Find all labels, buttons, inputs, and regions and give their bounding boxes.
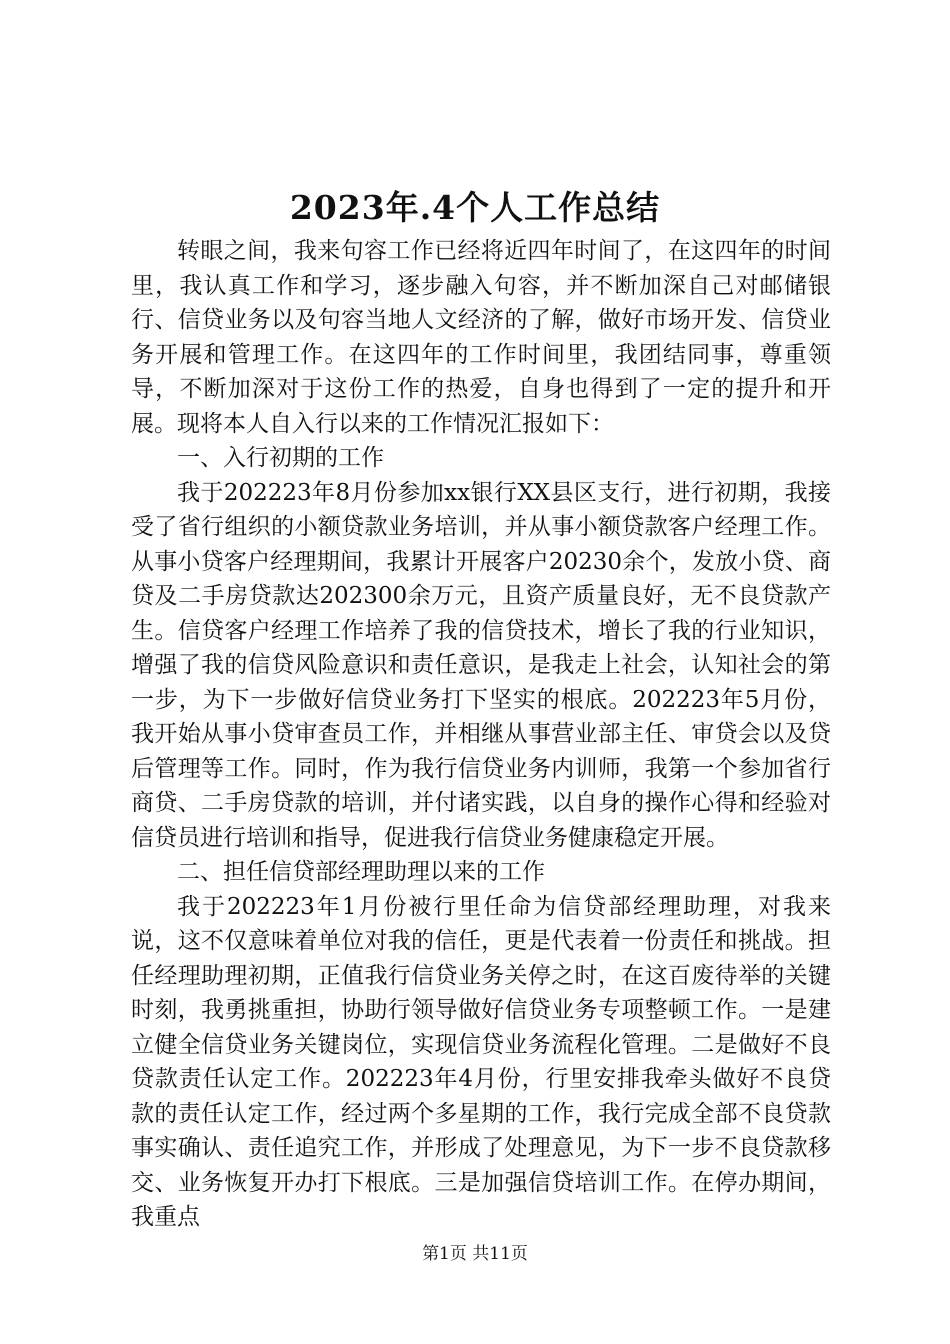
page-footer: 第1页 共11页: [422, 1244, 528, 1264]
paragraph-intro: 转眼之间，我来句容工作已经将近四年时间了，在这四年的时间里，我认真工作和学习，逐步融入句容，并不断加深自己对邮储银行、信贷业务以及句容当地人文经济的了解，做好市场开发、信贷业务开展和管理工作。在这四年的工作时间里，我团结同事，尊重领导，不断加深对于这份工作的热爱，自身也得到了一定的提升和开展。现将本人自入行以来的工作情况汇报如下：: [131, 238, 831, 437]
section-heading-1: 一、入行初期的工作: [177, 445, 384, 471]
document-title: 2023年.4个人工作总结: [289, 188, 661, 227]
paragraph-section-1: 我于202223年8月份参加xx银行XX县区支行，进行初期，我接受了省行组织的小额贷款业务培训，并从事小额贷款客户经理工作。从事小贷客户经理期间，我累计开展客户20230余个，发放小贷、商贷及二手房贷款达202300余万元，且资产质量良好，无不良贷款产生。信贷客户经理工作培养了我的信贷技术，增长了我的行业知识，增强了我的信贷风险意识和责任意识，是我走上社会，认知社会的第一步，为下一步做好信贷业务打下坚实的根底。202223年5月份，我开始从事小贷审查员工作，并相继从事营业部主任、审贷会以及贷后管理等工作。同时，作为我行信贷业务内训师，我第一个参加省行商贷、二手房贷款的培训，并付诸实践，以自身的操作心得和经验对信贷员进行培训和指导，促进我行信贷业务健康稳定开展。: [131, 479, 831, 851]
section-heading-2: 二、担任信贷部经理助理以来的工作: [177, 859, 545, 885]
paragraph-section-2: 我于202223年1月份被行里任命为信贷部经理助理，对我来说，这不仅意味着单位对我的信任，更是代表着一份责任和挑战。担任经理助理初期，正值我行信贷业务关停之时，在这百废待举的关键时刻，我勇挑重担，协助行领导做好信贷业务专项整顿工作。一是建立健全信贷业务关键岗位，实现信贷业务流程化管理。二是做好不良贷款责任认定工作。202223年4月份，行里安排我牵头做好不良贷款的责任认定工作，经过两个多星期的工作，我行完成全部不良贷款事实确认、责任追究工作，并形成了处理意见，为下一步不良贷款移交、业务恢复开办打下根底。三是加强信贷培训工作。在停办期间，我重点: [131, 893, 831, 1230]
document-body: [131, 234, 831, 1235]
